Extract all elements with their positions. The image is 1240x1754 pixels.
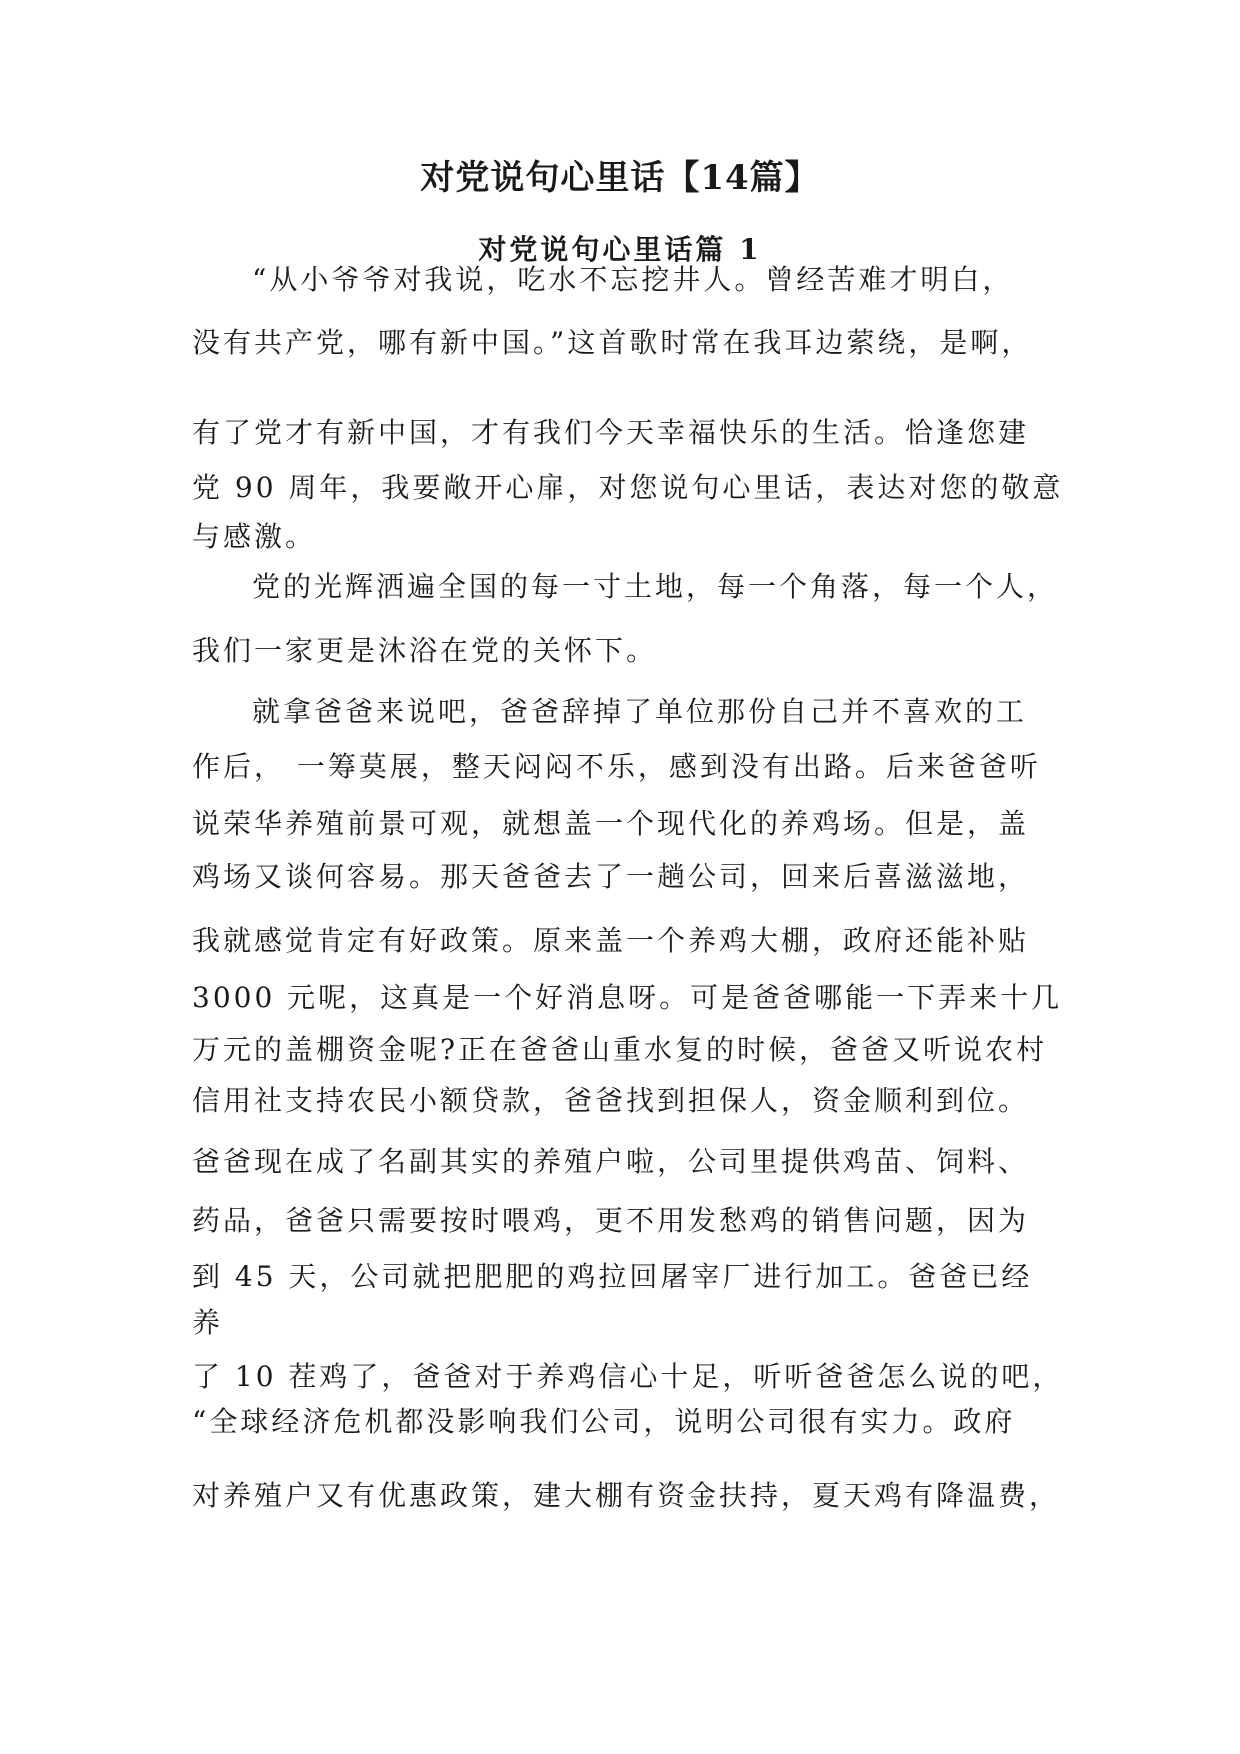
text-line: 与感激。 <box>192 520 317 553</box>
text-line: 万元的盖棚资金呢?正在爸爸山重水复的时候，爸爸又听说农村 <box>192 1033 1048 1066</box>
text-line: 没有共产党，哪有新中国。”这首歌时常在我耳边萦绕，是啊， <box>192 326 1033 359</box>
text-line: 3000 元呢，这真是一个好消息呀。可是爸爸哪能一下弄来十几 <box>192 981 1063 1014</box>
text-line: 爸爸现在成了名副其实的养殖户啦，公司里提供鸡苗、饲料、 <box>192 1145 1030 1178</box>
text-line: 到 45 天，公司就把肥肥的鸡拉回屠宰厂进行加工。爸爸已经 <box>192 1260 1033 1293</box>
section-heading: 对党说句心里话篇 1 <box>478 233 762 266</box>
text-line: “从小爷爷对我说，吃水不忘挖井人。曾经苦难才明白， <box>252 263 1014 296</box>
text-line: 说荣华养殖前景可观，就想盖一个现代化的养鸡场。但是，盖 <box>192 807 1030 840</box>
text-line: 养 <box>192 1306 224 1339</box>
text-line: 信用社支持农民小额贷款，爸爸找到担保人，资金顺利到位。 <box>192 1084 1030 1117</box>
text-line: “全球经济危机都没影响我们公司，说明公司很有实力。政府 <box>192 1405 1016 1438</box>
text-line: 药品，爸爸只需要按时喂鸡，更不用发愁鸡的销售问题，因为 <box>192 1204 1030 1237</box>
text-line: 我们一家更是沐浴在党的关怀下。 <box>192 634 658 667</box>
text-line: 党 90 周年，我要敞开心扉，对您说句心里话，表达对您的敬意 <box>192 471 1064 504</box>
text-line: 鸡场又谈何容易。那天爸爸去了一趟公司，回来后喜滋滋地， <box>192 860 1030 893</box>
text-line: 党的光辉洒遍全国的每一寸土地，每一个角落，每一个人， <box>252 570 1059 603</box>
text-line: 就拿爸爸来说吧，爸爸辞掉了单位那份自己并不喜欢的工 <box>252 695 1028 728</box>
text-line: 有了党才有新中国，才有我们今天幸福快乐的生活。恰逢您建 <box>192 416 1030 449</box>
text-line: 我就感觉肯定有好政策。原来盖一个养鸡大棚，政府还能补贴 <box>192 924 1030 957</box>
text-line: 对养殖户又有优惠政策，建大棚有资金扶持，夏天鸡有降温费， <box>192 1479 1061 1512</box>
text-line: 了 10 茬鸡了，爸爸对于养鸡信心十足，听听爸爸怎么说的吧， <box>192 1360 1064 1393</box>
document-title: 对党说句心里话【14篇】 <box>420 158 820 198</box>
text-line: 作后， 一筹莫展，整天闷闷不乐，感到没有出路。后来爸爸听 <box>192 750 1041 783</box>
